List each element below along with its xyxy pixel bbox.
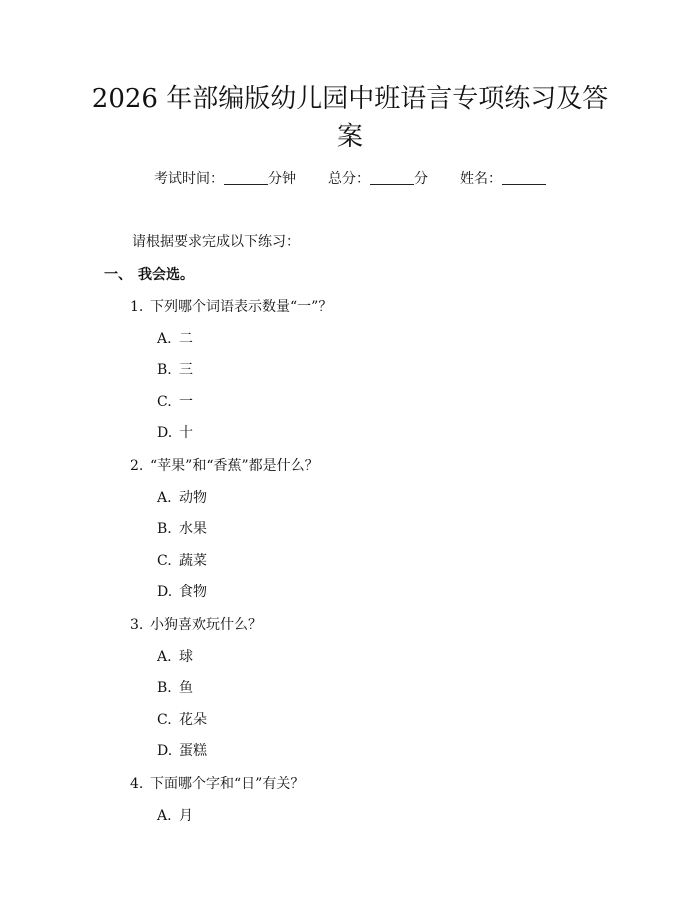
- option-text: 花朵: [179, 712, 207, 728]
- question-text: “苹果”和“香蕉”都是什么？: [150, 458, 319, 474]
- total-score-blank[interactable]: [370, 170, 414, 185]
- option-3a[interactable]: [157, 646, 193, 666]
- option-3c[interactable]: [157, 709, 207, 729]
- option-4a[interactable]: [157, 805, 193, 825]
- option-letter: B.: [157, 521, 172, 537]
- question-text: 下面哪个字和“日”有关？: [150, 776, 305, 792]
- option-letter: A.: [157, 331, 172, 347]
- question-number: 1.: [130, 299, 144, 315]
- question-number: 2.: [130, 458, 144, 474]
- question-2: [130, 455, 319, 475]
- question-number: 4.: [130, 776, 144, 792]
- student-name-blank[interactable]: [502, 170, 546, 185]
- total-score-label: 总分：: [328, 171, 370, 187]
- option-text: 球: [179, 649, 193, 665]
- question-number: 3.: [130, 617, 144, 633]
- option-2a[interactable]: [157, 487, 207, 507]
- exam-info-line: [0, 168, 700, 188]
- option-3d[interactable]: [157, 740, 207, 760]
- document-title: [0, 80, 700, 156]
- exam-time-label: 考试时间：: [154, 171, 224, 187]
- option-letter: D.: [157, 743, 173, 759]
- option-letter: D.: [157, 584, 173, 600]
- exam-time-blank[interactable]: [224, 170, 268, 185]
- question-text: 下列哪个词语表示数量“一”？: [150, 299, 333, 315]
- option-text: 蔬菜: [179, 553, 207, 569]
- option-3b[interactable]: [157, 677, 193, 697]
- option-text: 蛋糕: [179, 743, 207, 759]
- student-name: [460, 168, 546, 188]
- instructions: 请根据要求完成以下练习：: [132, 234, 300, 250]
- section-title: 我会选。: [138, 267, 194, 283]
- title-line-2: 案: [336, 122, 363, 152]
- option-letter: C.: [157, 553, 172, 569]
- option-text: 月: [179, 808, 193, 824]
- total-score: [328, 168, 428, 188]
- option-1d[interactable]: [157, 422, 193, 442]
- option-2c[interactable]: [157, 550, 207, 570]
- option-1a[interactable]: [157, 328, 193, 348]
- option-letter: D.: [157, 425, 173, 441]
- option-2d[interactable]: [157, 581, 207, 601]
- option-2b[interactable]: [157, 518, 207, 538]
- option-1c[interactable]: [157, 391, 193, 411]
- option-text: 鱼: [179, 680, 193, 696]
- question-text: 小狗喜欢玩什么？: [150, 617, 262, 633]
- option-text: 三: [179, 362, 193, 378]
- option-text: 二: [179, 331, 193, 347]
- total-score-unit: 分: [414, 171, 428, 187]
- option-letter: B.: [157, 362, 172, 378]
- exam-time-unit: 分钟: [268, 171, 296, 187]
- option-text: 水果: [179, 521, 207, 537]
- option-letter: A.: [157, 490, 172, 506]
- option-letter: C.: [157, 394, 172, 410]
- option-text: 动物: [179, 490, 207, 506]
- option-letter: A.: [157, 808, 172, 824]
- option-text: 十: [179, 425, 193, 441]
- option-letter: B.: [157, 680, 172, 696]
- question-1: [130, 296, 332, 316]
- option-letter: C.: [157, 712, 172, 728]
- section-heading: [104, 264, 194, 284]
- exam-time: [154, 168, 296, 188]
- question-4: [130, 773, 304, 793]
- option-letter: A.: [157, 649, 172, 665]
- option-text: 食物: [179, 584, 207, 600]
- option-1b[interactable]: [157, 359, 193, 379]
- student-name-label: 姓名：: [460, 171, 502, 187]
- option-text: 一: [179, 394, 193, 410]
- section-number: 一、: [104, 267, 132, 283]
- question-3: [130, 614, 262, 634]
- title-line-1: 2026 年部编版幼儿园中班语言专项练习及答: [91, 84, 609, 114]
